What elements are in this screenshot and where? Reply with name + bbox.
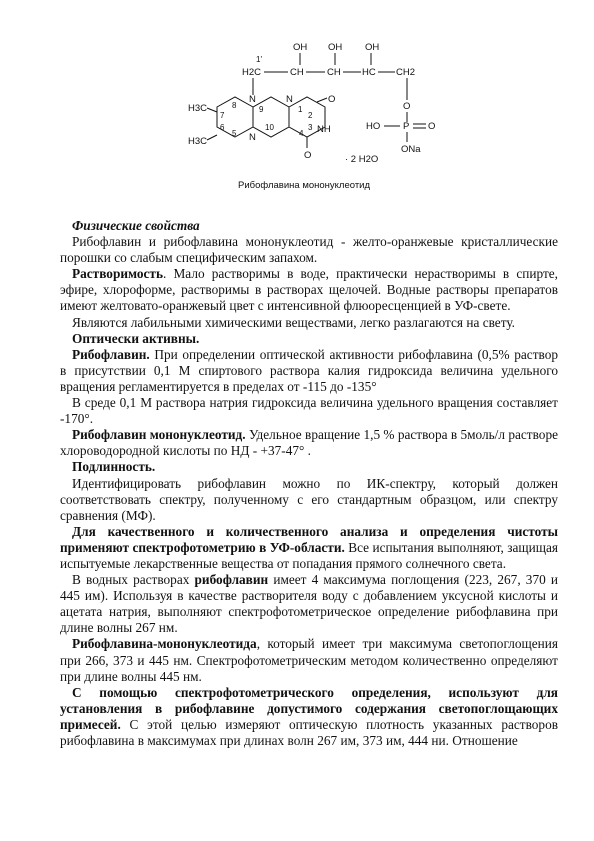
label-ch2: CH2 <box>396 67 416 78</box>
paragraph-ir-identification: Идентифицировать рибофлавин можно по ИК-спектру, который должен соответствовать спектру, полученному с его стандартным образцом, или спектру сравнения (МФ). <box>60 475 558 523</box>
paragraph-mononucleotide-maxima <box>60 636 558 684</box>
paragraph-lability: Являются лабильными химическими веществами, легко разлагаются на свету. <box>72 314 515 330</box>
label-nh: NH <box>317 124 331 135</box>
label-o-bottom: O <box>304 150 312 161</box>
label-oh-3: OH <box>365 42 380 53</box>
structural-formula-figure <box>180 32 440 202</box>
text-aqueous-maxima: имеет 4 максимума поглощения (223, 267, 370 и 445 им). Используя в качестве растворителя воду с добавлением уксусной кислоты и ацетата натрия, выполняют спектрофотометрическое определение рибофлавина при длине волны 267 нм. <box>60 572 558 636</box>
text-impurities: С этой целью измеряют оптическую плотность указанных растворов рибофлавина в максимумах при длинах волн 267 им, 373 им, 444 ни. Отношение <box>60 716 558 748</box>
text-aqueous-intro: В водных растворах <box>72 572 195 588</box>
ring-num-5: 5 <box>232 129 237 138</box>
heading-optical-activity: Оптически активны. <box>72 330 200 346</box>
term-solubility: Растворимость <box>72 266 163 282</box>
term-impurities: С помощью спектрофотометрического определения, используют для установления в рибофлавине допустимого содержания светопоглощающих примесей. <box>60 684 558 732</box>
paragraph-aqueous-maxima <box>60 572 558 636</box>
label-o-link: O <box>403 101 411 112</box>
label-p: P <box>403 121 410 132</box>
ring-num-6: 6 <box>220 123 225 132</box>
riboflavin-mononucleotide-structure <box>180 32 440 202</box>
paragraph-impurities <box>60 685 558 749</box>
ring-num-7: 7 <box>220 111 225 120</box>
label-o-top: O <box>328 94 336 105</box>
figure-caption: Рибофлавина мононуклеотид <box>238 180 371 191</box>
label-water: · 2 H2O <box>345 154 379 165</box>
paragraph-mononucleotide-rotation <box>60 427 558 459</box>
term-uv-analysis: Для качественного и количественного анализа и определения чистоты применяют спектрофотометрию в УФ-облacти. <box>60 523 558 555</box>
label-n9: N <box>249 94 256 105</box>
ring-num-10: 10 <box>265 123 274 132</box>
label-ona: ONa <box>401 144 421 155</box>
ring-num-3: 3 <box>308 123 313 132</box>
paragraph-description: Рибофлавин и рибофлавина мононуклеотид - желто-оранжевые кристаллические порошки со слабым специфическим запахом. <box>60 234 558 266</box>
label-h3c-top: H3C <box>188 103 208 114</box>
label-hc: HC <box>362 67 376 78</box>
term-riboflavin-2: рибофлавин <box>194 572 269 588</box>
label-1prime: 1' <box>256 55 262 64</box>
term-riboflavin: Рибофлавин. <box>72 346 150 362</box>
section-heading-physical-properties: Физические свойства <box>72 218 200 233</box>
paragraph-naoh-rotation: В среде 0,1 М раствора натрия гидроксида величина удельного вращения составляет -170°. <box>60 395 558 427</box>
label-h3c-bottom: H3C <box>188 136 208 147</box>
ring-num-9: 9 <box>259 105 264 114</box>
text-mononucleotide-maxima: , который имеет три максимума светопоглощения при 266, 373 и 445 нм. Спектрофотометрическим методом количественно определяют при длине волны 445 нм. <box>60 636 558 684</box>
text-uv-analysis: Все испытания выполняют, защищая испытуемые лекарственные вещества от попадания прямого солнечного света. <box>60 539 558 571</box>
label-ch-2: CH <box>327 67 341 78</box>
paragraph-riboflavin-rotation <box>60 347 558 395</box>
ring-num-1: 1 <box>298 105 303 114</box>
term-mononucleotide: Рибофлавин мононуклеотид. <box>72 427 246 443</box>
text-mononucleotide-rotation: Удельное вращение 1,5 % раствора в 5моль/л растворе хлороводородной кислоты по НД - +37-47° . <box>60 427 558 459</box>
ring-num-4: 4 <box>299 129 304 138</box>
label-oh-1: OH <box>293 42 308 53</box>
ring-num-8: 8 <box>232 101 237 110</box>
label-h2c: H2C <box>242 67 262 78</box>
heading-identity: Подлинность. <box>72 459 156 475</box>
text-solubility: . Мало растворимы в воде, практически нерастворимы в спирте, эфире, хлороформе, растворимы в растворах щелочей. Водные растворы препаратов имеют желтовато-оранжевый цвет с интенсивной флюоресценцией в УФ-свете. <box>60 266 558 314</box>
paragraph-solubility <box>60 266 558 314</box>
ring-num-2: 2 <box>308 111 313 120</box>
label-n10: N <box>249 132 256 143</box>
label-oh-2: OH <box>328 42 343 53</box>
paragraph-uv-spectrophotometry <box>60 524 558 572</box>
document-body <box>60 218 558 749</box>
text-riboflavin-rotation: При определении оптической активности рибофлавина (0,5% раствор в присутствии 0,1 М спиртового раствора калия гидроксида величина удельного вращения регламентируется в пределах от -115 до -135° <box>60 346 558 394</box>
label-n1: N <box>286 94 293 105</box>
term-mononucleotide-2: Рибофлавина-мононуклеотида <box>72 636 257 652</box>
label-o-double: O <box>428 121 436 132</box>
label-ho: HO <box>366 121 381 132</box>
label-ch-1: CH <box>290 67 304 78</box>
